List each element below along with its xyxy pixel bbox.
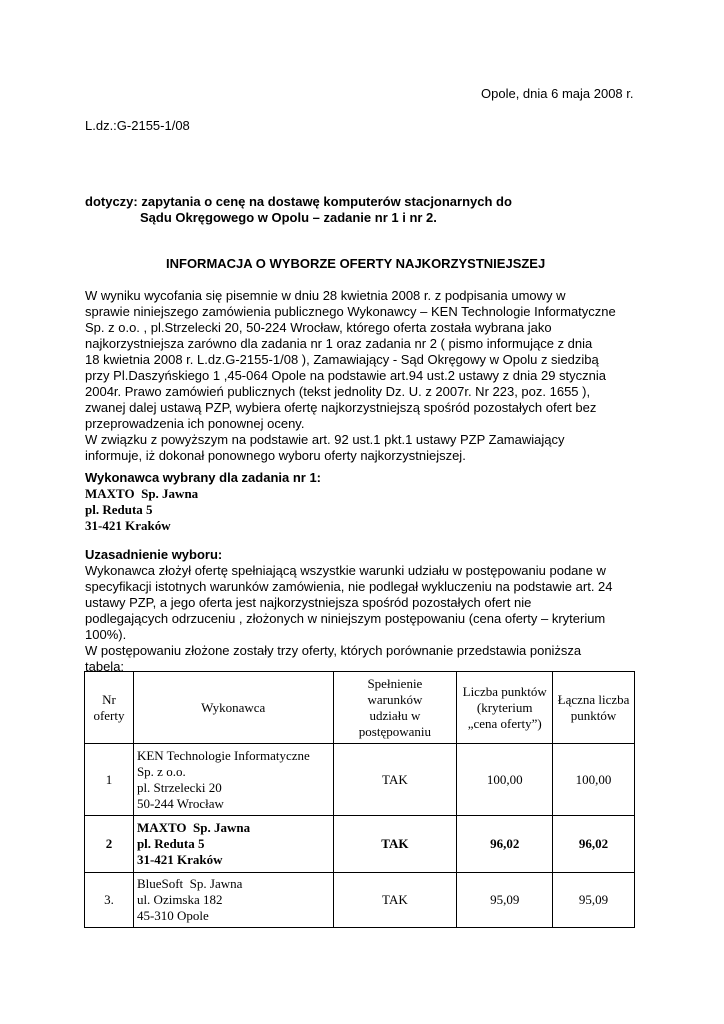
- header-wykonawca: Wykonawca: [133, 672, 333, 744]
- table-header-row: [85, 672, 635, 744]
- winner-block: [85, 486, 198, 534]
- document-title: INFORMACJA O WYBORZE OFERTY NAJKORZYSTNIEJSZEJ: [166, 256, 546, 271]
- header-nr: Nr oferty: [85, 672, 134, 744]
- justification-line: podlegających odrzuceniu , złożonych w niniejszym postępowaniu (cena oferty – kryterium: [85, 611, 606, 626]
- row-nr: 1: [85, 744, 134, 816]
- intro-line: W wyniku wycofania się pisemnie w dniu 28 kwietnia 2008 r. z podpisania umowy w: [85, 288, 566, 303]
- subject-line-1: dotyczy: zapytania o cenę na dostawę komputerów stacjonarnych do: [85, 194, 512, 209]
- intro-line: Sp. z o.o. , pl.Strzelecki 20, 50-224 Wrocław, którego oferta została wybrana jako: [85, 320, 552, 335]
- winner-street: pl. Reduta 5: [85, 502, 153, 517]
- intro-line: najkorzystniejsza zarówno dla zadania nr 1 oraz zadania nr 2 ( pismo informujące z dnia: [85, 336, 593, 351]
- row-laczna: 95,09: [553, 873, 635, 928]
- row-warunki: TAK: [333, 816, 457, 873]
- justification-paragraph: [85, 563, 613, 675]
- justification-line: specyfikacji istotnych warunków zamówienia, nie podlegał wykluczeniu na podstawie art. 24: [85, 579, 613, 594]
- justification-line: 100%).: [85, 627, 127, 642]
- row-warunki: TAK: [333, 873, 457, 928]
- winner-heading: Wykonawca wybrany dla zadania nr 1:: [85, 470, 322, 485]
- row-punkty: 96,02: [457, 816, 553, 873]
- header-punkty: Liczba punktów (kryterium „cena oferty”): [457, 672, 553, 744]
- intro-line: W związku z powyższym na podstawie art. 92 ust.1 pkt.1 ustawy PZP Zamawiający: [85, 432, 565, 447]
- winner-name: MAXTO Sp. Jawna: [85, 486, 199, 501]
- justification-heading: Uzasadnienie wyboru:: [85, 547, 223, 562]
- table-row-selected: [85, 816, 635, 873]
- row-wykonawca: MAXTO Sp. Jawna pl. Reduta 5 31-421 Kraków: [133, 816, 333, 873]
- row-punkty: 95,09: [457, 873, 553, 928]
- row-nr: 2: [85, 816, 134, 873]
- justification-line: Wykonawca złożył ofertę spełniającą wszystkie warunki udziału w postępowaniu podane w: [85, 563, 606, 578]
- place-date: Opole, dnia 6 maja 2008 r.: [481, 86, 634, 101]
- intro-line: 18 kwietnia 2008 r. L.dz.G-2155-1/08 ), Zamawiający - Sąd Okręgowy w Opolu z siedzibą: [85, 352, 599, 367]
- row-wykonawca: KEN Technologie Informatyczne Sp. z o.o. pl. Strzelecki 20 50-244 Wrocław: [133, 744, 333, 816]
- header-spelnienie: Spełnienie warunków udziału w postępowaniu: [333, 672, 457, 744]
- intro-line: sprawie niniejszego zamówienia publicznego Wykonawcy – KEN Technologie Informatyczne: [85, 304, 616, 319]
- subject-line-2: Sądu Okręgowego w Opolu – zadanie nr 1 i nr 2.: [140, 210, 437, 225]
- intro-line: informuje, iż dokonał ponownego wyboru oferty najkorzystniejszej.: [85, 448, 466, 463]
- reference-number: L.dz.:G-2155-1/08: [85, 118, 190, 133]
- row-wykonawca: BlueSoft Sp. Jawna ul. Ozimska 182 45-310 Opole: [133, 873, 333, 928]
- row-punkty: 100,00: [457, 744, 553, 816]
- intro-line: przeprowadzenia ich ponownej oceny.: [85, 416, 305, 431]
- justification-line: ustawy PZP, a jego oferta jest najkorzystniejsza spośród pozostałych ofert nie: [85, 595, 532, 610]
- intro-line: zwanej dalej ustawą PZP, wybiera ofertę najkorzystniejszą spośród pozostałych ofert bez: [85, 400, 597, 415]
- row-warunki: TAK: [333, 744, 457, 816]
- row-laczna: 96,02: [553, 816, 635, 873]
- table-row: [85, 873, 635, 928]
- intro-paragraph: [85, 288, 616, 464]
- row-laczna: 100,00: [553, 744, 635, 816]
- row-nr: 3.: [85, 873, 134, 928]
- justification-line: W postępowaniu złożone zostały trzy oferty, których porównanie przedstawia poniższa: [85, 643, 582, 658]
- table-row: [85, 744, 635, 816]
- justification-line: tabela:: [85, 659, 125, 674]
- offers-table: [84, 671, 635, 928]
- intro-line: 2004r. Prawo zamówień publicznych (tekst jednolity Dz. U. z 2007r. Nr 223, poz. 1655 ),: [85, 384, 591, 399]
- intro-line: przy Pl.Daszyńskiego 1 ,45-064 Opole na podstawie art.94 ust.2 ustawy z dnia 29 stycznia: [85, 368, 607, 383]
- winner-city: 31-421 Kraków: [85, 518, 171, 533]
- header-laczna: Łączna liczba punktów: [553, 672, 635, 744]
